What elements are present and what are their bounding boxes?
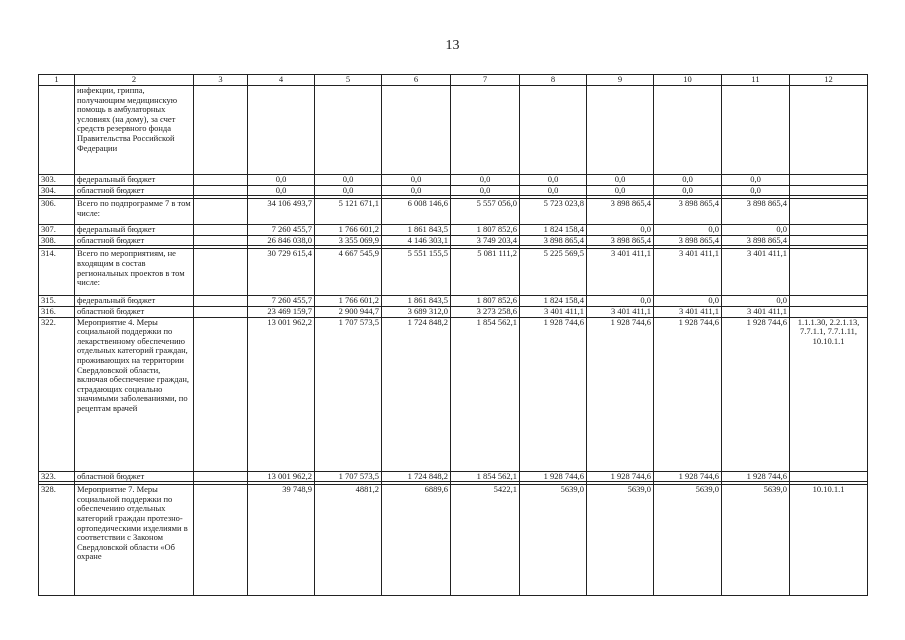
row-index: [39, 86, 75, 175]
table-row: [39, 185, 868, 196]
row-col3: [194, 249, 248, 296]
column-header: 1: [39, 75, 75, 86]
table-row: [39, 485, 868, 596]
value-cell: 3 898 865,4: [587, 199, 654, 225]
value-cell: 5 081 111,2: [451, 249, 520, 296]
table-row: [39, 306, 868, 317]
value-cell: 0,0: [587, 185, 654, 196]
row-col3: [194, 296, 248, 307]
column-header: 8: [520, 75, 587, 86]
row-code: [790, 225, 868, 236]
value-cell: 3 273 258,6: [451, 306, 520, 317]
value-cell: 1 824 158,4: [520, 225, 587, 236]
value-cell: 1 707 573,5: [315, 471, 382, 482]
row-index: 323.: [39, 471, 75, 482]
value-cell: 0,0: [248, 185, 315, 196]
value-cell: 3 401 411,1: [587, 249, 654, 296]
column-header: 2: [75, 75, 194, 86]
value-cell: 5 225 569,5: [520, 249, 587, 296]
value-cell: 1 928 744,6: [654, 471, 722, 482]
table-row: [39, 225, 868, 236]
value-cell: 3 401 411,1: [654, 306, 722, 317]
row-col3: [194, 235, 248, 246]
value-cell: 26 846 038,0: [248, 235, 315, 246]
value-cell: 4 667 545,9: [315, 249, 382, 296]
value-cell: 3 401 411,1: [722, 306, 790, 317]
value-cell: [315, 86, 382, 175]
value-cell: 0,0: [382, 175, 451, 186]
value-cell: 6889,6: [382, 485, 451, 596]
row-description: областной бюджет: [75, 306, 194, 317]
value-cell: 5639,0: [722, 485, 790, 596]
row-col3: [194, 485, 248, 596]
value-cell: 1 807 852,6: [451, 296, 520, 307]
row-col3: [194, 175, 248, 186]
value-cell: 3 689 312,0: [382, 306, 451, 317]
column-header-row: [39, 75, 868, 86]
row-col3: [194, 471, 248, 482]
value-cell: 0,0: [722, 296, 790, 307]
value-cell: 5 557 056,0: [451, 199, 520, 225]
row-index: 308.: [39, 235, 75, 246]
value-cell: 13 001 962,2: [248, 471, 315, 482]
table-row: [39, 296, 868, 307]
value-cell: 0,0: [451, 175, 520, 186]
column-header: 7: [451, 75, 520, 86]
row-col3: [194, 306, 248, 317]
table-row: [39, 86, 868, 175]
row-index: 322.: [39, 317, 75, 471]
value-cell: 0,0: [315, 185, 382, 196]
row-description: Мероприятие 4. Меры социальной поддержки по лекарственному обеспечению отдельных категорий граждан, проживающих на территории Свердловской области, включая обеспечение граждан, страдающих социально значимыми заболеваниями, по рецептам врачей: [75, 317, 194, 471]
column-header: 9: [587, 75, 654, 86]
value-cell: 7 260 455,7: [248, 296, 315, 307]
value-cell: 0,0: [382, 185, 451, 196]
value-cell: 1 824 158,4: [520, 296, 587, 307]
value-cell: 7 260 455,7: [248, 225, 315, 236]
value-cell: 3 898 865,4: [587, 235, 654, 246]
value-cell: 4881,2: [315, 485, 382, 596]
value-cell: 1 766 601,2: [315, 225, 382, 236]
row-description: инфекции, гриппа, получающим медицинскую помощь в амбулаторных условиях (на дому), за счет средств резервного фонда Правительства Российской Федерации: [75, 86, 194, 175]
row-description: Мероприятие 7. Меры социальной поддержки по обеспечению отдельных категорий граждан протезно-ортопедическими изделиями в соответствии с Законом Свердловской области «Об охране: [75, 485, 194, 596]
value-cell: 30 729 615,4: [248, 249, 315, 296]
value-cell: 1 928 744,6: [587, 471, 654, 482]
row-code: [790, 235, 868, 246]
value-cell: 0,0: [654, 185, 722, 196]
row-description: федеральный бюджет: [75, 296, 194, 307]
value-cell: 1 707 573,5: [315, 317, 382, 471]
row-col3: [194, 199, 248, 225]
value-cell: 1 861 843,5: [382, 296, 451, 307]
value-cell: 1 928 744,6: [654, 317, 722, 471]
column-header: 11: [722, 75, 790, 86]
value-cell: 5422,1: [451, 485, 520, 596]
value-cell: 0,0: [315, 175, 382, 186]
value-cell: 6 008 146,6: [382, 199, 451, 225]
row-code: [790, 185, 868, 196]
value-cell: 1 928 744,6: [520, 471, 587, 482]
value-cell: 0,0: [248, 175, 315, 186]
value-cell: [654, 86, 722, 175]
value-cell: 0,0: [587, 296, 654, 307]
value-cell: 5 723 023,8: [520, 199, 587, 225]
row-col3: [194, 225, 248, 236]
row-description: областной бюджет: [75, 471, 194, 482]
table-row: [39, 471, 868, 482]
column-header: 4: [248, 75, 315, 86]
value-cell: 0,0: [722, 225, 790, 236]
value-cell: 0,0: [722, 185, 790, 196]
row-description: Всего по мероприятиям, не входящим в состав региональных проектов в том числе:: [75, 249, 194, 296]
row-code: 10.10.1.1: [790, 485, 868, 596]
value-cell: 3 898 865,4: [520, 235, 587, 246]
value-cell: 5 121 671,1: [315, 199, 382, 225]
value-cell: 13 001 962,2: [248, 317, 315, 471]
row-code: [790, 306, 868, 317]
row-code: [790, 175, 868, 186]
value-cell: [587, 86, 654, 175]
value-cell: 34 106 493,7: [248, 199, 315, 225]
column-header: 5: [315, 75, 382, 86]
value-cell: 5639,0: [520, 485, 587, 596]
row-index: 314.: [39, 249, 75, 296]
value-cell: 1 854 562,1: [451, 317, 520, 471]
row-code: [790, 296, 868, 307]
value-cell: 23 469 159,7: [248, 306, 315, 317]
value-cell: 1 928 744,6: [587, 317, 654, 471]
value-cell: 0,0: [520, 185, 587, 196]
value-cell: 2 900 944,7: [315, 306, 382, 317]
row-description: Всего по подпрограмме 7 в том числе:: [75, 199, 194, 225]
value-cell: 3 401 411,1: [587, 306, 654, 317]
page-number: 13: [445, 38, 460, 53]
value-cell: [520, 86, 587, 175]
row-code: [790, 199, 868, 225]
value-cell: 0,0: [654, 296, 722, 307]
value-cell: 3 401 411,1: [722, 249, 790, 296]
row-index: 328.: [39, 485, 75, 596]
row-code: [790, 249, 868, 296]
row-code: [790, 86, 868, 175]
value-cell: [451, 86, 520, 175]
row-index: 306.: [39, 199, 75, 225]
table-row: [39, 175, 868, 186]
row-description: федеральный бюджет: [75, 225, 194, 236]
value-cell: 3 898 865,4: [722, 235, 790, 246]
row-description: федеральный бюджет: [75, 175, 194, 186]
value-cell: 3 898 865,4: [654, 235, 722, 246]
value-cell: 5 551 155,5: [382, 249, 451, 296]
row-description: областной бюджет: [75, 185, 194, 196]
value-cell: 1 724 848,2: [382, 317, 451, 471]
value-cell: 39 748,9: [248, 485, 315, 596]
row-col3: [194, 317, 248, 471]
budget-table: [38, 74, 868, 596]
table-row: [39, 235, 868, 246]
value-cell: 1 807 852,6: [451, 225, 520, 236]
table-row: [39, 199, 868, 225]
value-cell: 0,0: [451, 185, 520, 196]
value-cell: 3 749 203,4: [451, 235, 520, 246]
table-row: [39, 249, 868, 296]
value-cell: 0,0: [587, 225, 654, 236]
value-cell: 3 401 411,1: [654, 249, 722, 296]
value-cell: 3 898 865,4: [722, 199, 790, 225]
column-header: 10: [654, 75, 722, 86]
row-description: областной бюджет: [75, 235, 194, 246]
value-cell: 1 861 843,5: [382, 225, 451, 236]
value-cell: 3 898 865,4: [654, 199, 722, 225]
value-cell: 1 766 601,2: [315, 296, 382, 307]
row-col3: [194, 185, 248, 196]
value-cell: 0,0: [654, 175, 722, 186]
value-cell: 0,0: [587, 175, 654, 186]
value-cell: 5639,0: [587, 485, 654, 596]
row-index: 316.: [39, 306, 75, 317]
column-header: 6: [382, 75, 451, 86]
value-cell: 1 928 744,6: [520, 317, 587, 471]
value-cell: 3 401 411,1: [520, 306, 587, 317]
row-index: 307.: [39, 225, 75, 236]
row-index: 304.: [39, 185, 75, 196]
row-index: 315.: [39, 296, 75, 307]
column-header: 3: [194, 75, 248, 86]
table-row: [39, 317, 868, 471]
value-cell: 0,0: [722, 175, 790, 186]
value-cell: 1 724 848,2: [382, 471, 451, 482]
value-cell: 0,0: [520, 175, 587, 186]
value-cell: 1 854 562,1: [451, 471, 520, 482]
value-cell: [382, 86, 451, 175]
row-code: 1.1.1.30, 2.2.1.13, 7.7.1.1, 7.7.1.11, 10.10.1.1: [790, 317, 868, 471]
value-cell: [722, 86, 790, 175]
row-col3: [194, 86, 248, 175]
value-cell: 4 146 303,1: [382, 235, 451, 246]
value-cell: [248, 86, 315, 175]
row-index: 303.: [39, 175, 75, 186]
value-cell: 5639,0: [654, 485, 722, 596]
column-header: 12: [790, 75, 868, 86]
row-code: [790, 471, 868, 482]
value-cell: 3 355 069,9: [315, 235, 382, 246]
value-cell: 1 928 744,6: [722, 471, 790, 482]
value-cell: 0,0: [654, 225, 722, 236]
value-cell: 1 928 744,6: [722, 317, 790, 471]
